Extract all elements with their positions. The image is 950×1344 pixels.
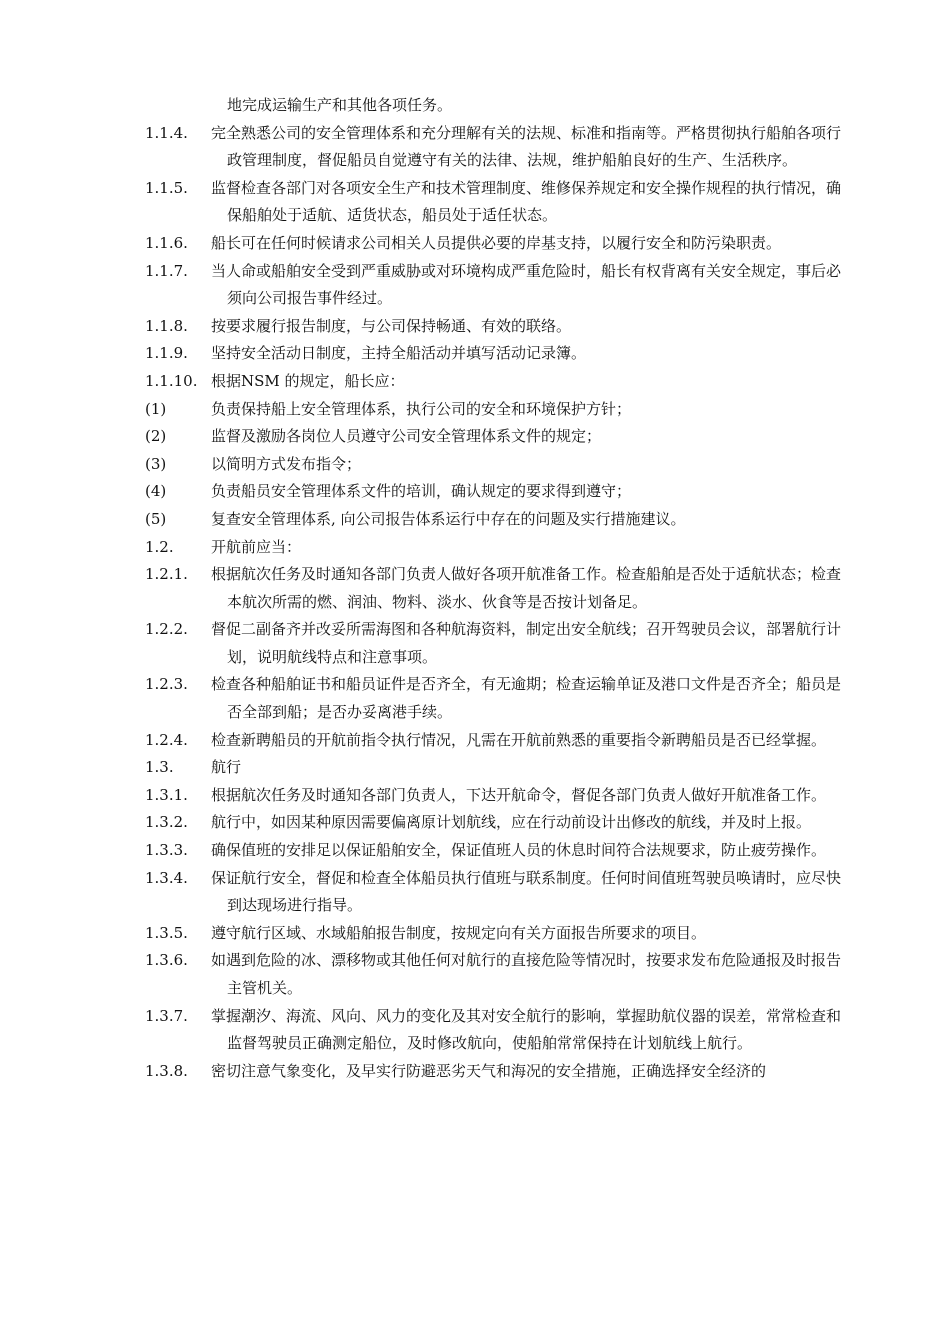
clause-text: 检查新聘船员的开航前指令执行情况，凡需在开航前熟悉的重要指令新聘船员是否已经掌握。 [211, 730, 827, 749]
clause-number: 1.1.5. [145, 178, 188, 197]
clause-number: 1.3.4. [145, 868, 188, 887]
clause-number: 1.1.6. [145, 233, 188, 252]
clause-text: 负责船员安全管理体系文件的培训，确认规定的要求得到遵守； [211, 482, 632, 501]
clause-number: (5) [145, 509, 167, 528]
clause-item [145, 230, 845, 258]
clause-item [145, 782, 845, 810]
clause-text: 当人命或船舶安全受到严重威胁或对环境构成严重危险时，船长有权背离有关安全规定，事后必须向公司报告事件经过。 [211, 261, 842, 308]
clause-text: 完全熟悉公司的安全管理体系和充分理解有关的法规、标准和指南等。严格贯彻执行船舶各项行政管理制度，督促船员自觉遵守有关的法律、法规，维护船舶良好的生产、生活秩序。 [211, 123, 842, 170]
clause-number: 1.1.8. [145, 316, 188, 335]
clause-number: 1.3.5. [145, 923, 188, 942]
clause-item [145, 809, 845, 837]
clause-item [145, 947, 845, 1002]
clause-text: 船长可在任何时候请求公司相关人员提供必要的岸基支持，以履行安全和防污染职责。 [211, 233, 782, 252]
clause-item [145, 120, 845, 175]
clause-number: 1.3.6. [145, 951, 188, 970]
document-body [145, 92, 845, 1085]
clause-item [145, 478, 845, 506]
clause-text: 确保值班的安排足以保证船舶安全，保证值班人员的休息时间符合法规要求，防止疲劳操作。 [211, 841, 827, 860]
clause-number: (3) [145, 454, 167, 473]
continuation-line [145, 92, 845, 120]
clause-text: 根据NSM 的规定，船长应： [211, 371, 405, 390]
clause-number: 1.1.4. [145, 123, 188, 142]
clause-number: 1.3.7. [145, 1006, 188, 1025]
clause-text: 航行中，如因某种原因需要偏离原计划航线，应在行动前设计出修改的航线，并及时上报。 [211, 813, 812, 832]
clause-text: 根据航次任务及时通知各部门负责人，下达开航命令，督促各部门负责人做好开航准备工作。 [211, 785, 827, 804]
clause-number: (2) [145, 427, 167, 446]
clause-text: 监督及激励各岗位人员遵守公司安全管理体系文件的规定； [211, 427, 602, 446]
clause-item [145, 616, 845, 671]
clause-text: 以简明方式发布指令； [211, 454, 362, 473]
clause-text: 复查安全管理体系, 向公司报告体系运行中存在的问题及实行措施建议。 [211, 509, 686, 528]
clause-text: 密切注意气象变化，及早实行防避恶劣天气和海况的安全措施，正确选择安全经济的 [211, 1061, 767, 1080]
clause-number: 1.2. [145, 537, 174, 556]
clause-item [145, 451, 845, 479]
continuation-text: 地完成运输生产和其他各项任务。 [227, 96, 453, 114]
clause-item [145, 313, 845, 341]
clause-item [145, 175, 845, 230]
clause-item [145, 340, 845, 368]
clause-number: 1.3.8. [145, 1061, 188, 1080]
clause-item [145, 368, 845, 396]
clause-item [145, 534, 845, 562]
clause-number: 1.1.10. [145, 371, 198, 390]
clause-text: 按要求履行报告制度，与公司保持畅通、有效的联络。 [211, 316, 572, 335]
clause-item [145, 258, 845, 313]
clause-list [145, 120, 845, 1086]
clause-item [145, 920, 845, 948]
clause-item [145, 837, 845, 865]
clause-number: 1.2.3. [145, 675, 188, 694]
clause-text: 检查各种船舶证书和船员证件是否齐全，有无逾期；检查运输单证及港口文件是否齐全；船员是否全部到船；是否办妥离港手续。 [211, 675, 842, 722]
clause-number: (4) [145, 482, 167, 501]
clause-item [145, 1003, 845, 1058]
clause-text: 航行 [211, 758, 242, 777]
clause-text: 督促二副备齐并改妥所需海图和各种航海资料，制定出安全航线；召开驾驶员会议，部署航行计划，说明航线特点和注意事项。 [211, 620, 842, 666]
clause-number: 1.3. [145, 758, 174, 777]
clause-item [145, 865, 845, 920]
clause-number: 1.3.2. [145, 813, 188, 832]
clause-text: 如遇到危险的冰、漂移物或其他任何对航行的直接危险等情况时，按要求发布危险通报及时报告主管机关。 [211, 951, 842, 997]
clause-text: 开航前应当： [211, 537, 302, 556]
clause-item [145, 754, 845, 782]
clause-text: 负责保持船上安全管理体系，执行公司的安全和环境保护方针； [211, 399, 632, 418]
clause-number: 1.2.4. [145, 730, 188, 749]
clause-number: 1.2.1. [145, 565, 188, 584]
clause-number: 1.3.3. [145, 841, 188, 860]
clause-item [145, 671, 845, 726]
clause-text: 监督检查各部门对各项安全生产和技术管理制度、维修保养规定和安全操作规程的执行情况，确保船舶处于适航、适货状态，船员处于适任状态。 [211, 178, 842, 225]
clause-item [145, 506, 845, 534]
clause-text: 遵守航行区域、水域船舶报告制度，按规定向有关方面报告所要求的项目。 [211, 923, 707, 942]
clause-number: (1) [145, 399, 167, 418]
clause-number: 1.1.7. [145, 261, 188, 280]
clause-text: 掌握潮汐、海流、风向、风力的变化及其对安全航行的影响，掌握助航仪器的误差，常常检查和监督驾驶员正确测定船位，及时修改航向，使船舶常常保持在计划航线上航行。 [211, 1006, 842, 1053]
clause-text: 根据航次任务及时通知各部门负责人做好各项开航准备工作。检查船舶是否处于适航状态；检查本航次所需的燃、润油、物料、淡水、伙食等是否按计划备足。 [211, 565, 842, 611]
clause-item [145, 423, 845, 451]
clause-item [145, 727, 845, 755]
clause-text: 坚持安全活动日制度，主持全船活动并填写活动记录簿。 [211, 344, 587, 363]
clause-number: 1.1.9. [145, 344, 188, 363]
clause-number: 1.2.2. [145, 620, 188, 639]
clause-text: 保证航行安全，督促和检查全体船员执行值班与联系制度。任何时间值班驾驶员唤请时，应尽快到达现场进行指导。 [211, 868, 842, 915]
clause-number: 1.3.1. [145, 785, 188, 804]
clause-item [145, 1058, 845, 1086]
clause-item [145, 396, 845, 424]
clause-item [145, 561, 845, 616]
